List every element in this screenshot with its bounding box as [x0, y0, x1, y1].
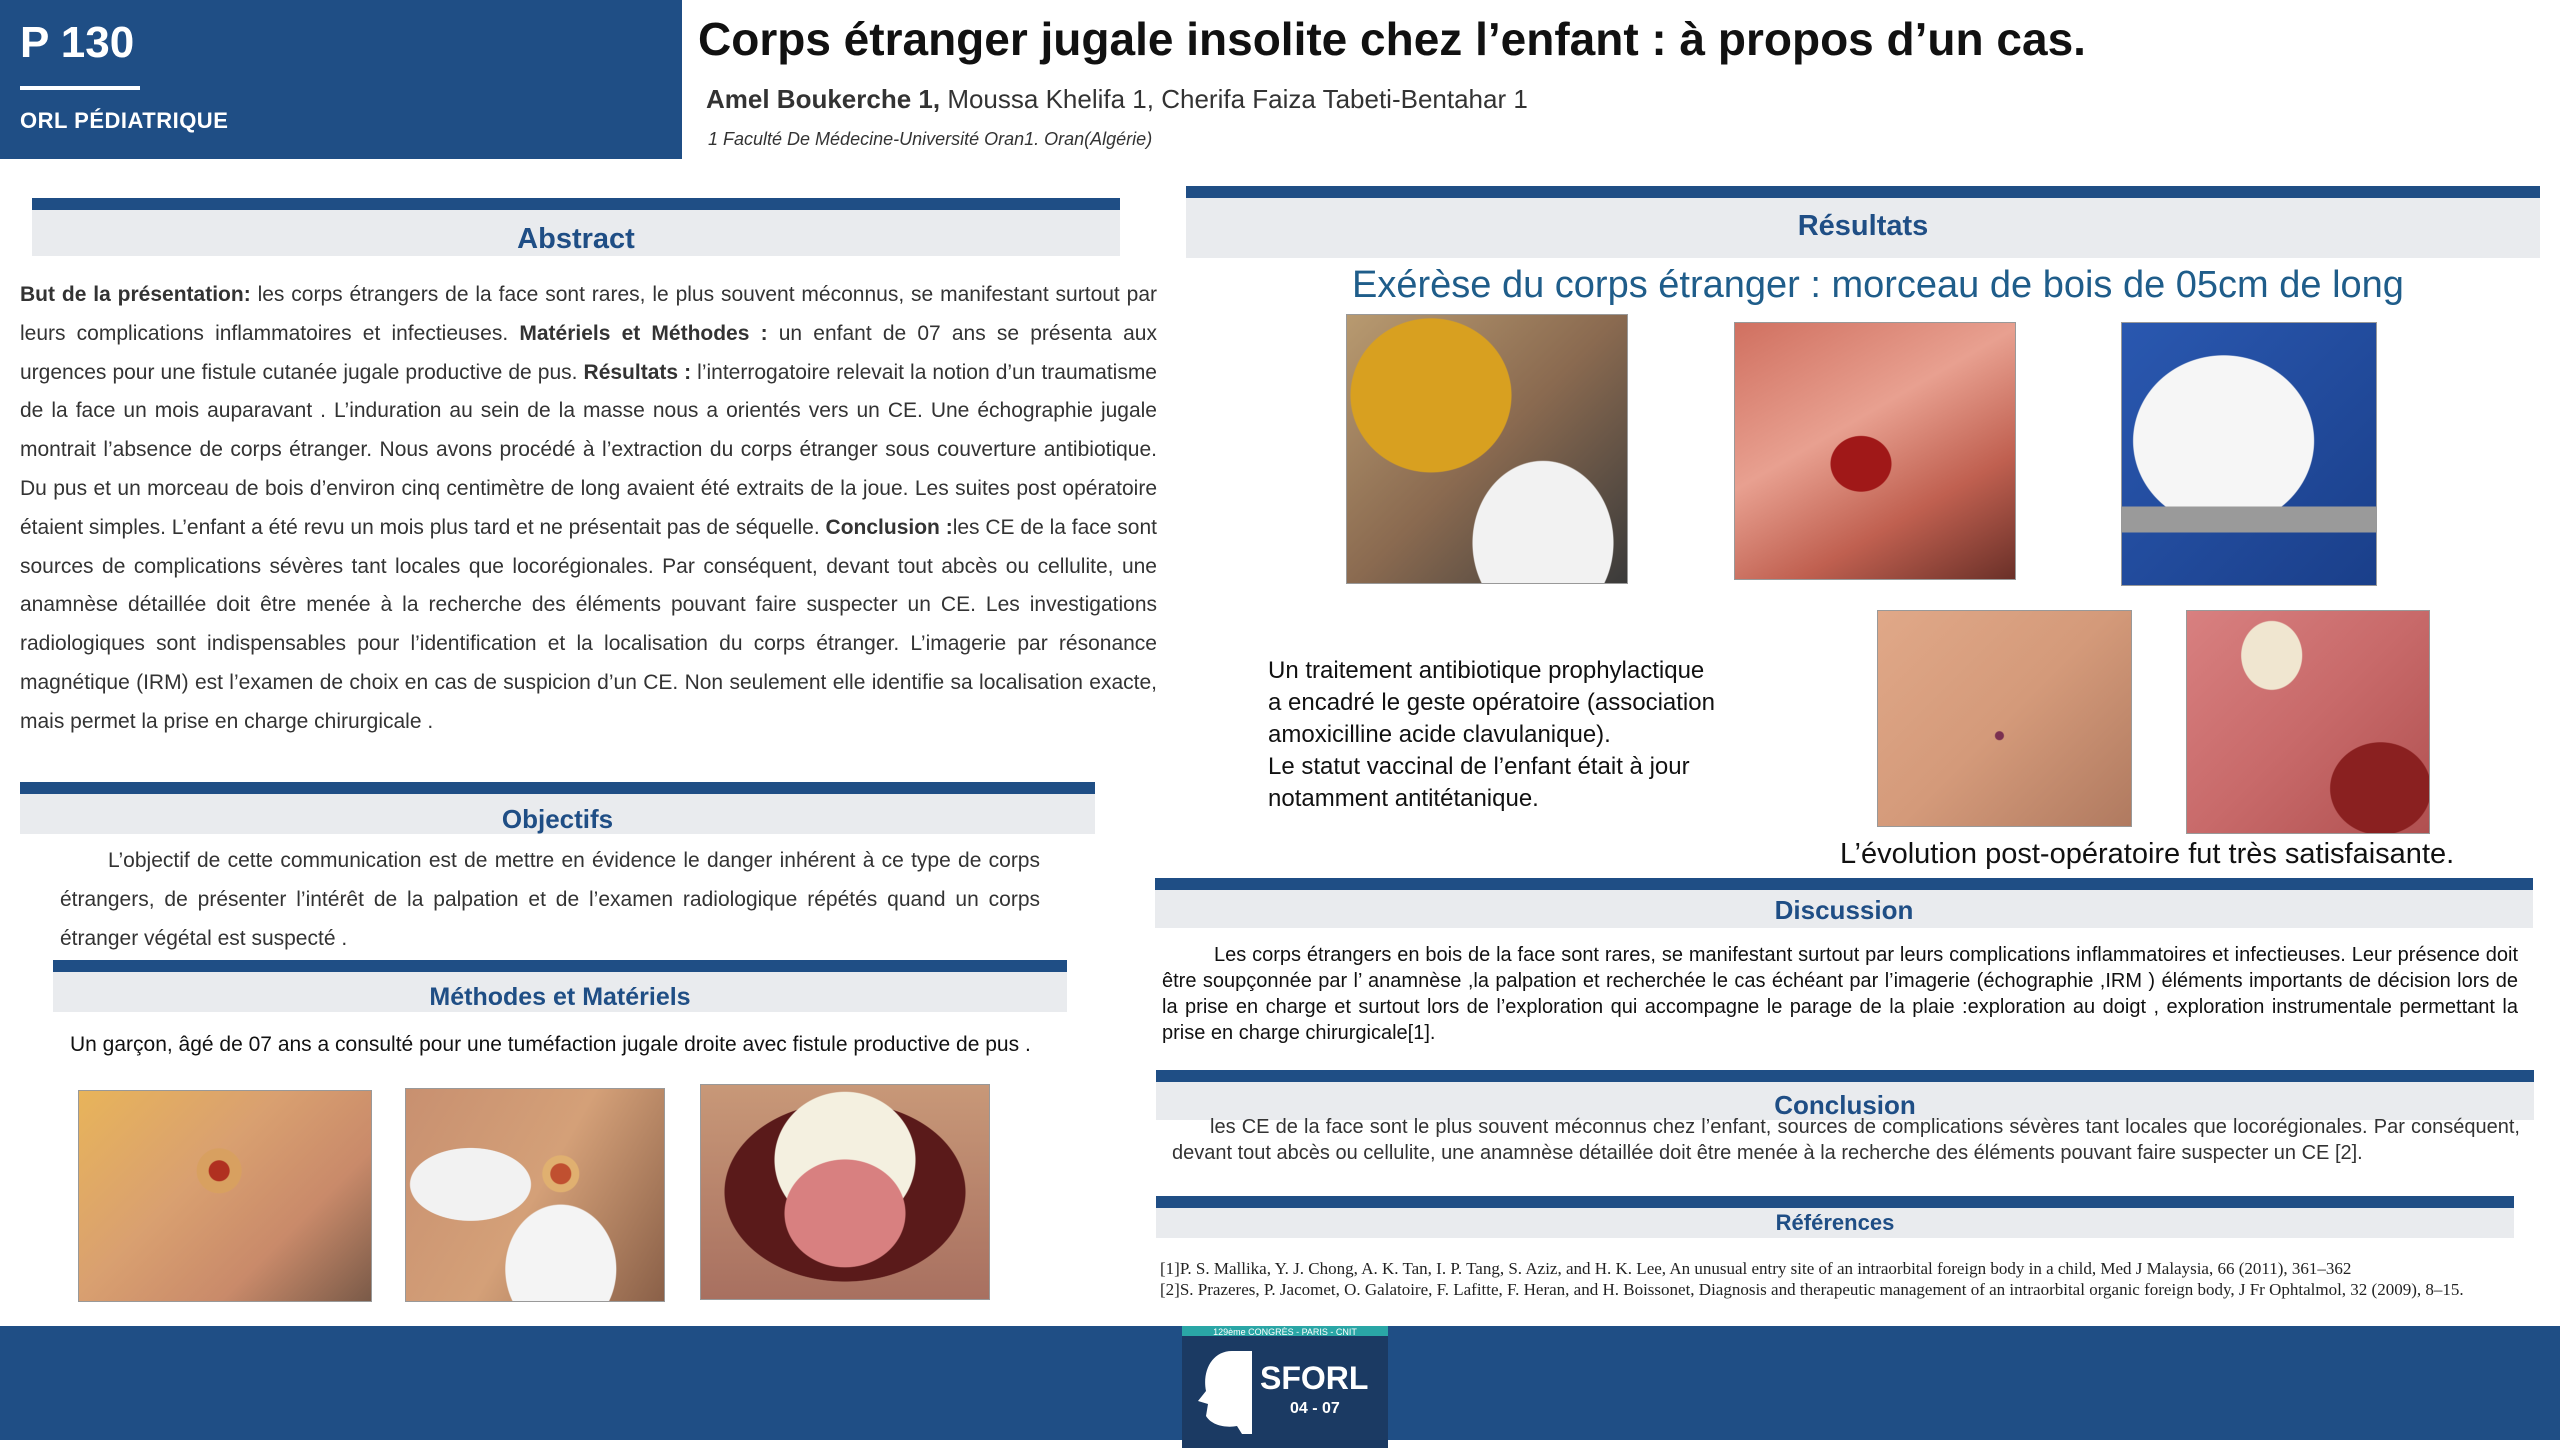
sforl-congress-logo [1182, 1326, 1388, 1448]
photo-wood-extraction [1734, 322, 2016, 580]
discussion-text: Les corps étrangers en bois de la face sont rares, se manifestant surtout par leurs complications inflammatoires et infectieuses. Leur présence doit être soupçonnée par l’ anamnèse ,la palpation et recherchée le cas échéant par l’imagerie (échographie ,IRM ) éléments importants de décision lors de la prise en charge et surtout lors de l’exploration qui accompagne le parage de la plaie :exploration au doigt , exploration instrumentale permettant la prise en charge chirurgicale[1]. [1162, 944, 2518, 1044]
logo-name: SFORL [1260, 1360, 1369, 1396]
photo-healed-oral [2186, 610, 2430, 834]
poster-title: Corps étranger jugale insolite chez l’enfant : à propos d’un cas. [698, 13, 2086, 65]
objectifs-heading: Objectifs [20, 782, 1095, 834]
resultats-subtitle: Exérèse du corps étranger : morceau de bois de 05cm de long [1352, 264, 2404, 306]
photo-healed-cheek [1877, 610, 2132, 827]
abstract-methods-text: un enfant de 07 ans se présenta aux urgences pour une fistule cutanée jugale productive de pus. [20, 321, 1157, 384]
poster-number: P 130 [20, 18, 135, 67]
abstract-label-methods: Matériels et Méthodes : [519, 321, 768, 345]
photo-surgery-incision [1346, 314, 1628, 584]
abstract-label-conclusion: Conclusion : [825, 515, 953, 539]
objectifs-text: L’objectif de cette communication est de mettre en évidence le danger inhérent à ce type de corps étrangers, de présenter l’intérêt de la palpation et de l’examen radiologique répétés quand un corps étranger végétal est suspecté . [60, 849, 1040, 950]
reference-list [1160, 1258, 2510, 1300]
methodes-text: Un garçon, âgé de 07 ans a consulté pour une tuméfaction jugale droite avec fistule productive de pus . [70, 1033, 1031, 1056]
first-author: Amel Boukerche 1, [706, 84, 941, 114]
other-authors: Moussa Khelifa 1, Cherifa Faiza Tabeti-Bentahar 1 [940, 84, 1528, 114]
evolution-text: L’évolution post-opératoire fut très satisfaisante. [1840, 838, 2455, 870]
header-divider [20, 86, 140, 90]
abstract-conclusion-text: les CE de la face sont sources de complications sévères tant locales que locorégionales. Par conséquent, devant tout abcès ou cellulite, une anamnèse détaillée doit être menée à la recherche des éléments pouvant faire suspecter un CE. Les investigations radiologiques sont indispensables pour l’identification et la localisation du corps étranger. L’imagerie par résonance magnétique (IRM) est l’examen de choix en cas de suspicion d’un CE. Non seulement elle identifie sa localisation exacte, mais permet la prise en charge chirurgicale . [20, 515, 1157, 733]
resultats-heading: Résultats [1186, 186, 2540, 258]
abstract-label-results: Résultats : [583, 360, 692, 384]
treatment-text: Un traitement antibiotique prophylactique a encadré le geste opératoire (association amoxicilline acide clavulanique). Le statut vaccinal de l’enfant était à jour notamment antitétanique. [1268, 657, 1715, 812]
session-track: ORL PÉDIATRIQUE [20, 108, 229, 133]
methodes-heading: Méthodes et Matériels [53, 960, 1067, 1012]
discussion-heading: Discussion [1155, 878, 2533, 928]
abstract-text [20, 276, 1157, 742]
affiliation: 1 Faculté De Médecine-Université Oran1. Oran(Algérie) [708, 129, 1153, 149]
references-heading: Références [1156, 1196, 2514, 1238]
authors [706, 84, 1528, 115]
reference-2: [2]S. Prazeres, P. Jacomet, O. Galatoire, F. Lafitte, F. Heran, and H. Boissonet, Diagnosis and therapeutic management of an intraorbital organic foreign body, J Fr Ophtalmol, 32 (2009), 8–15. [1160, 1280, 2464, 1299]
abstract-goal-text: les corps étrangers de la face sont rares, le plus souvent méconnus, se manifestant surtout par leurs complications inflammatoires et infectieuses. [20, 283, 1157, 345]
logo-dates: 04 - 07 [1290, 1400, 1340, 1417]
photo-cheek-fistula [78, 1090, 372, 1302]
photo-cheek-palpation [405, 1088, 665, 1302]
logo-banner: 129ème CONGRÈS - PARIS - CNIT [1213, 1327, 1357, 1337]
abstract-results-text: l’interrogatoire relevait la notion d’un traumatisme de la face un mois auparavant . L’induration au sein de la masse nous a orientés vers un CE. Une échographie jugale montrait l’absence de corps étranger. Nous avons procédé à l’extraction du corps étranger sous couverture antibiotique. Du pus et un morceau de bois d’environ cinq centimètre de long avaient été extraits de la joue. Les suites post opératoire étaient simples. L’enfant a été revu un mois plus tard et ne présentait pas de séquelle. [20, 360, 1157, 539]
conclusion-text: les CE de la face sont le plus souvent méconnus chez l’enfant, sources de complications sévères tant locales que locorégionales. Par conséquent, devant tout abcès ou cellulite, une anamnèse détaillée doit être menée à la recherche des éléments pouvant faire suspecter un CE [2]. [1172, 1116, 2520, 1164]
photo-oral-cavity [700, 1084, 990, 1300]
abstract-label-goal: But de la présentation: [20, 283, 251, 306]
photo-wood-fragment-ruler [2121, 322, 2377, 586]
conclusion-heading: Conclusion [1156, 1070, 2534, 1120]
abstract-heading: Abstract [32, 198, 1120, 256]
logo-profile-icon [1192, 1346, 1252, 1436]
reference-1: [1]P. S. Mallika, Y. J. Chong, A. K. Tan, I. P. Tang, S. Aziz, and H. K. Lee, An unusual entry site of an intraorbital foreign body in a child, Med J Malaysia, 66 (2011), 361–362 [1160, 1259, 2352, 1278]
